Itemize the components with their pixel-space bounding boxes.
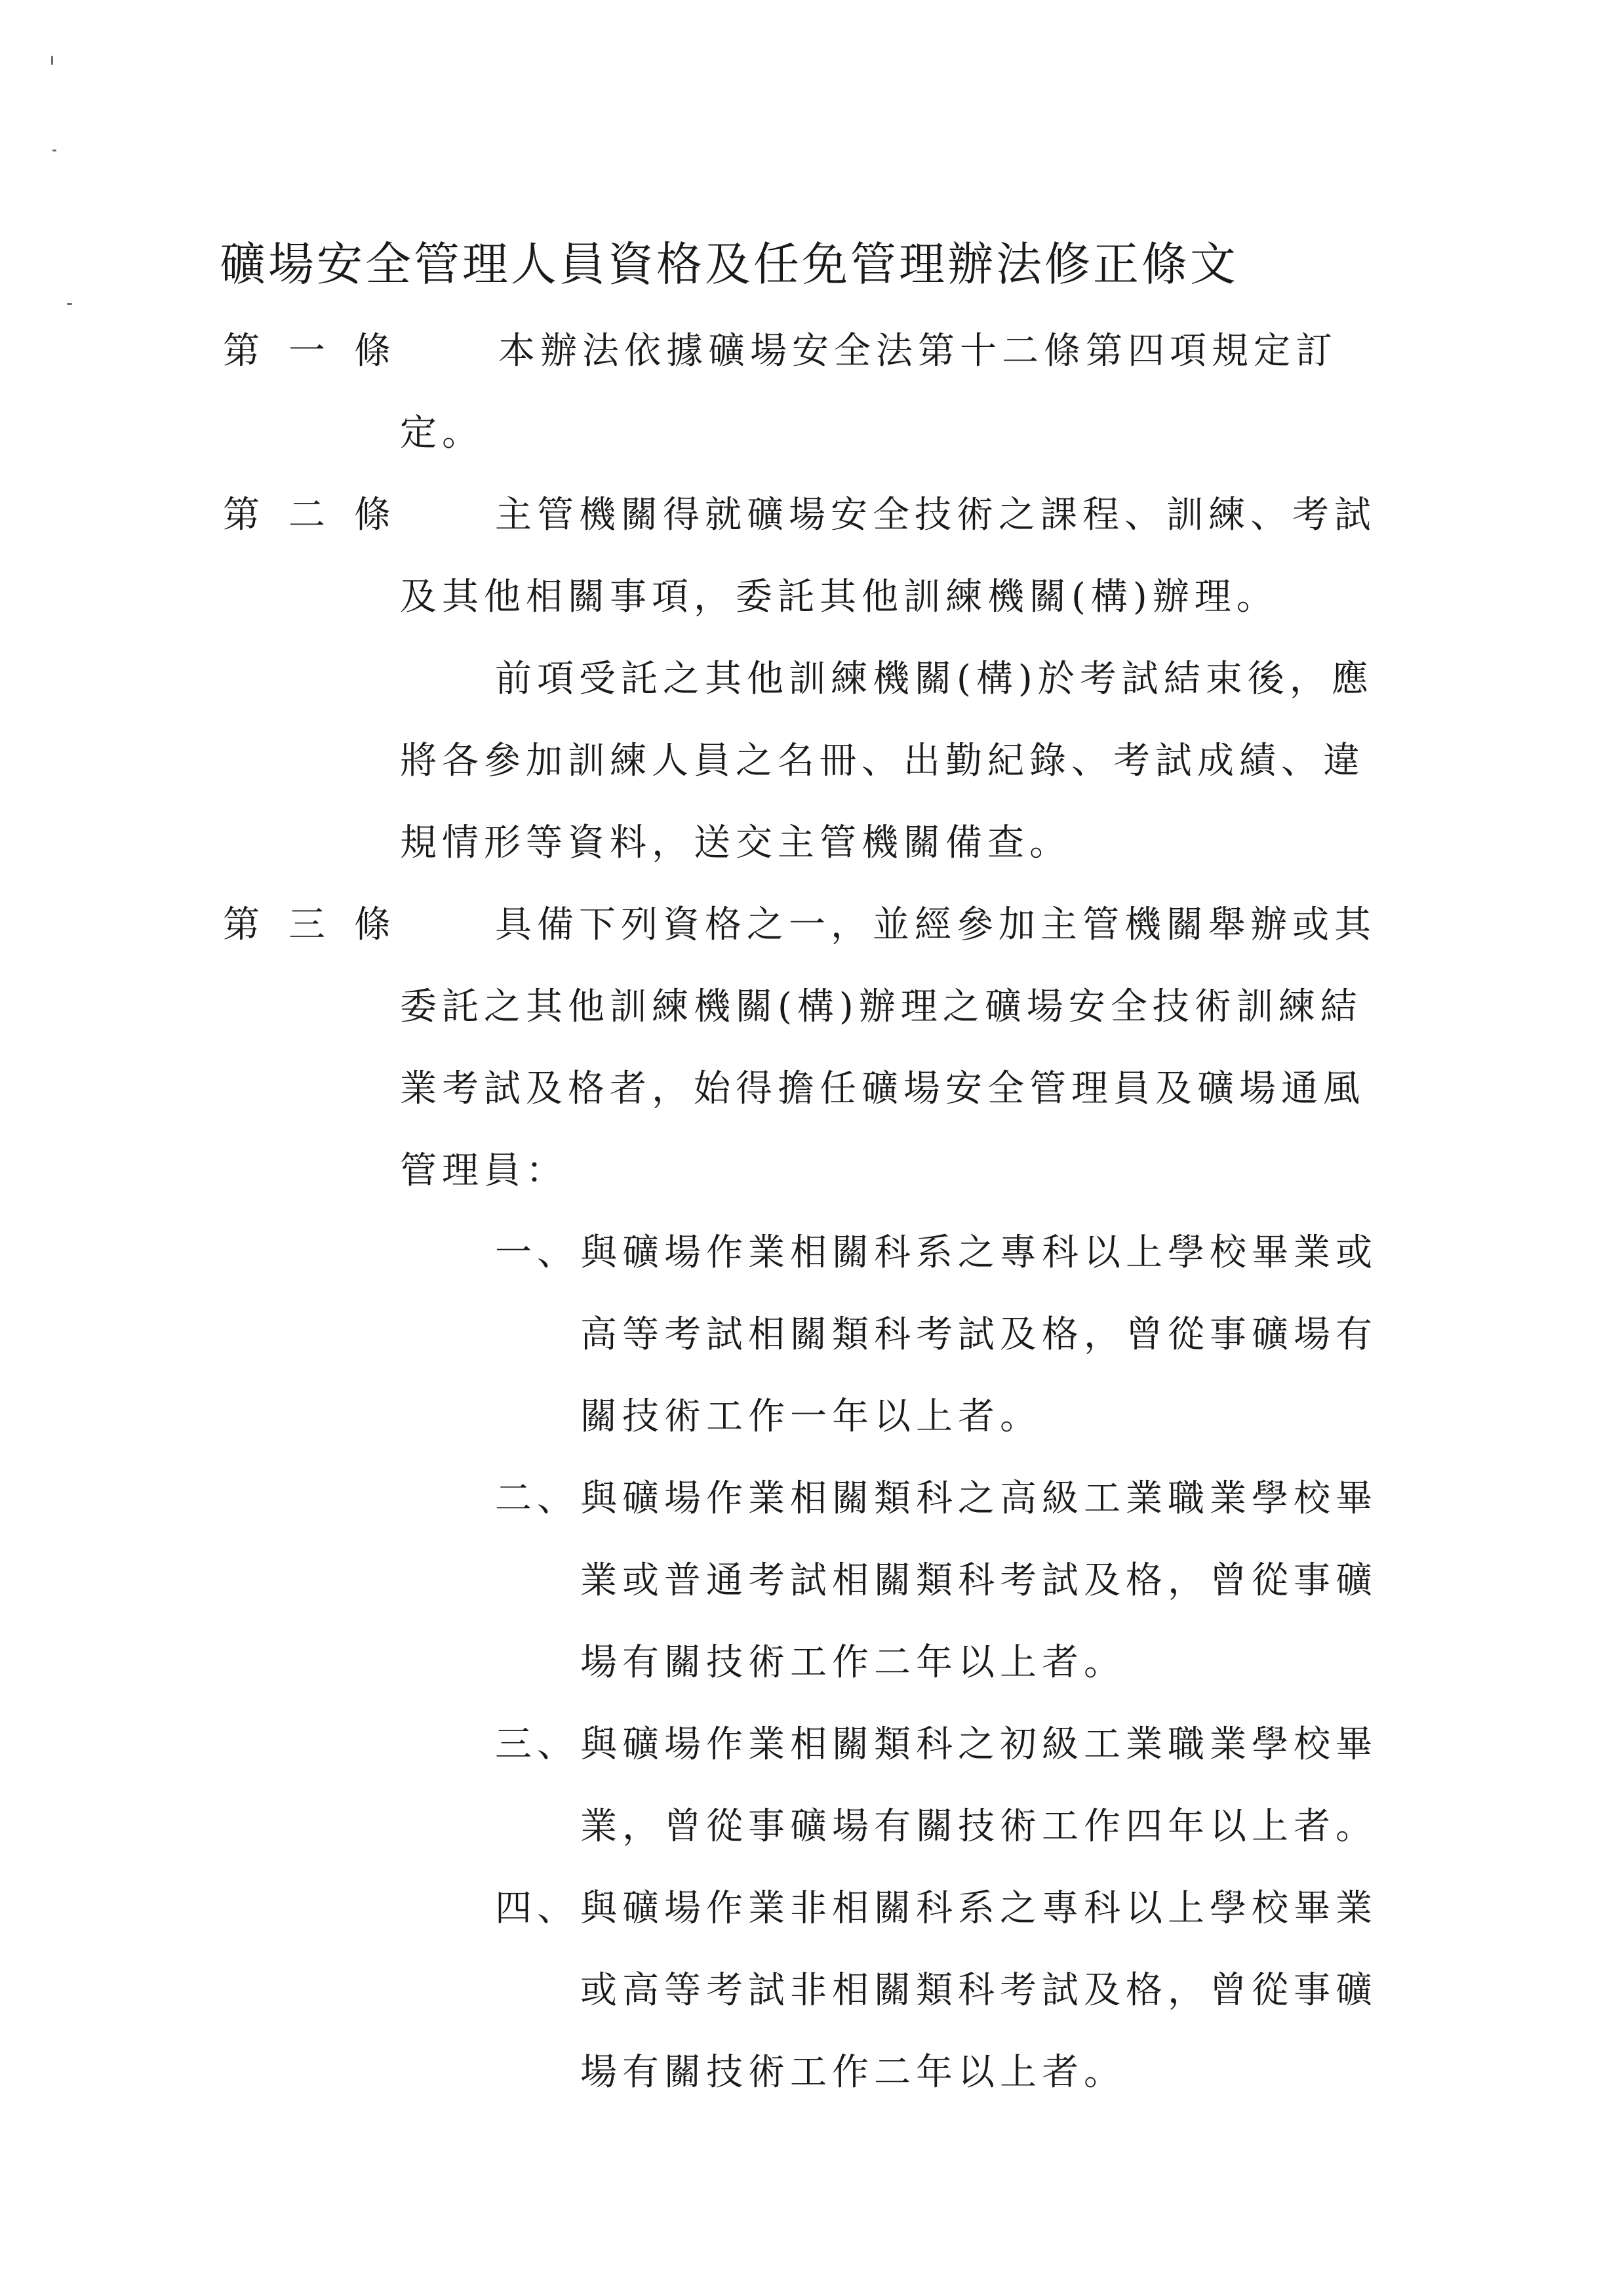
item-3-line-1: 與礦場作業相關類科之初級工業職業學校畢 xyxy=(580,1723,1377,1766)
item-2-line-1: 與礦場作業相關類科之高級工業職業學校畢 xyxy=(580,1477,1377,1520)
article-1-label: 第一條 xyxy=(223,330,420,372)
item-1-line-3: 關技術工作一年以上者。 xyxy=(580,1395,1042,1438)
article-3-line-4: 管理員： xyxy=(400,1149,568,1192)
scan-mark xyxy=(51,56,53,65)
scan-mark xyxy=(67,303,72,305)
article-2-line-3: 前項受託之其他訓練機關(構)於考試結束後，應 xyxy=(495,658,1374,700)
item-1-line-2: 高等考試相關類科考試及格，曾從事礦場有 xyxy=(580,1313,1377,1356)
document-title: 礦場安全管理人員資格及任免管理辦法修正條文 xyxy=(220,237,1238,291)
article-2-line-1: 主管機關得就礦場安全技術之課程、訓練、考試 xyxy=(495,494,1376,536)
article-3-line-2: 委託之其他訓練機關(構)辦理之礦場安全技術訓練結 xyxy=(400,986,1362,1028)
article-3-line-3: 業考試及格者，始得擔任礦場安全管理員及礦場通風 xyxy=(400,1068,1365,1110)
item-3-line-2: 業，曾從事礦場有關技術工作四年以上者。 xyxy=(580,1805,1377,1848)
item-3-marker: 三、 xyxy=(495,1723,579,1766)
item-4-marker: 四、 xyxy=(495,1887,579,1930)
article-2-label: 第二條 xyxy=(223,494,420,536)
article-2-line-4: 將各參加訓練人員之名冊、出勤紀錄、考試成績、違 xyxy=(400,740,1365,782)
article-2-line-5: 規情形等資料，送交主管機關備查。 xyxy=(400,822,1071,864)
article-3-label: 第三條 xyxy=(223,904,420,946)
article-1-line-1: 本辦法依據礦場安全法第十二條第四項規定訂 xyxy=(498,330,1337,372)
item-4-line-3: 場有關技術工作二年以上者。 xyxy=(580,2051,1126,2094)
item-1-line-1: 與礦場作業相關科系之專科以上學校畢業或 xyxy=(580,1231,1377,1274)
article-2-line-2: 及其他相關事項，委託其他訓練機關(構)辦理。 xyxy=(400,576,1278,618)
article-1-line-2: 定。 xyxy=(400,412,484,454)
item-4-line-2: 或高等考試非相關類科考試及格，曾從事礦 xyxy=(580,1969,1377,2012)
item-2-marker: 二、 xyxy=(495,1477,579,1520)
item-2-line-3: 場有關技術工作二年以上者。 xyxy=(580,1641,1126,1684)
article-3-line-1: 具備下列資格之一，並經參加主管機關舉辦或其 xyxy=(495,904,1376,946)
item-4-line-1: 與礦場作業非相關科系之專科以上學校畢業 xyxy=(580,1887,1377,1930)
item-2-line-2: 業或普通考試相關類科考試及格，曾從事礦 xyxy=(580,1559,1377,1602)
scan-mark xyxy=(52,150,56,151)
item-1-marker: 一、 xyxy=(495,1231,579,1274)
